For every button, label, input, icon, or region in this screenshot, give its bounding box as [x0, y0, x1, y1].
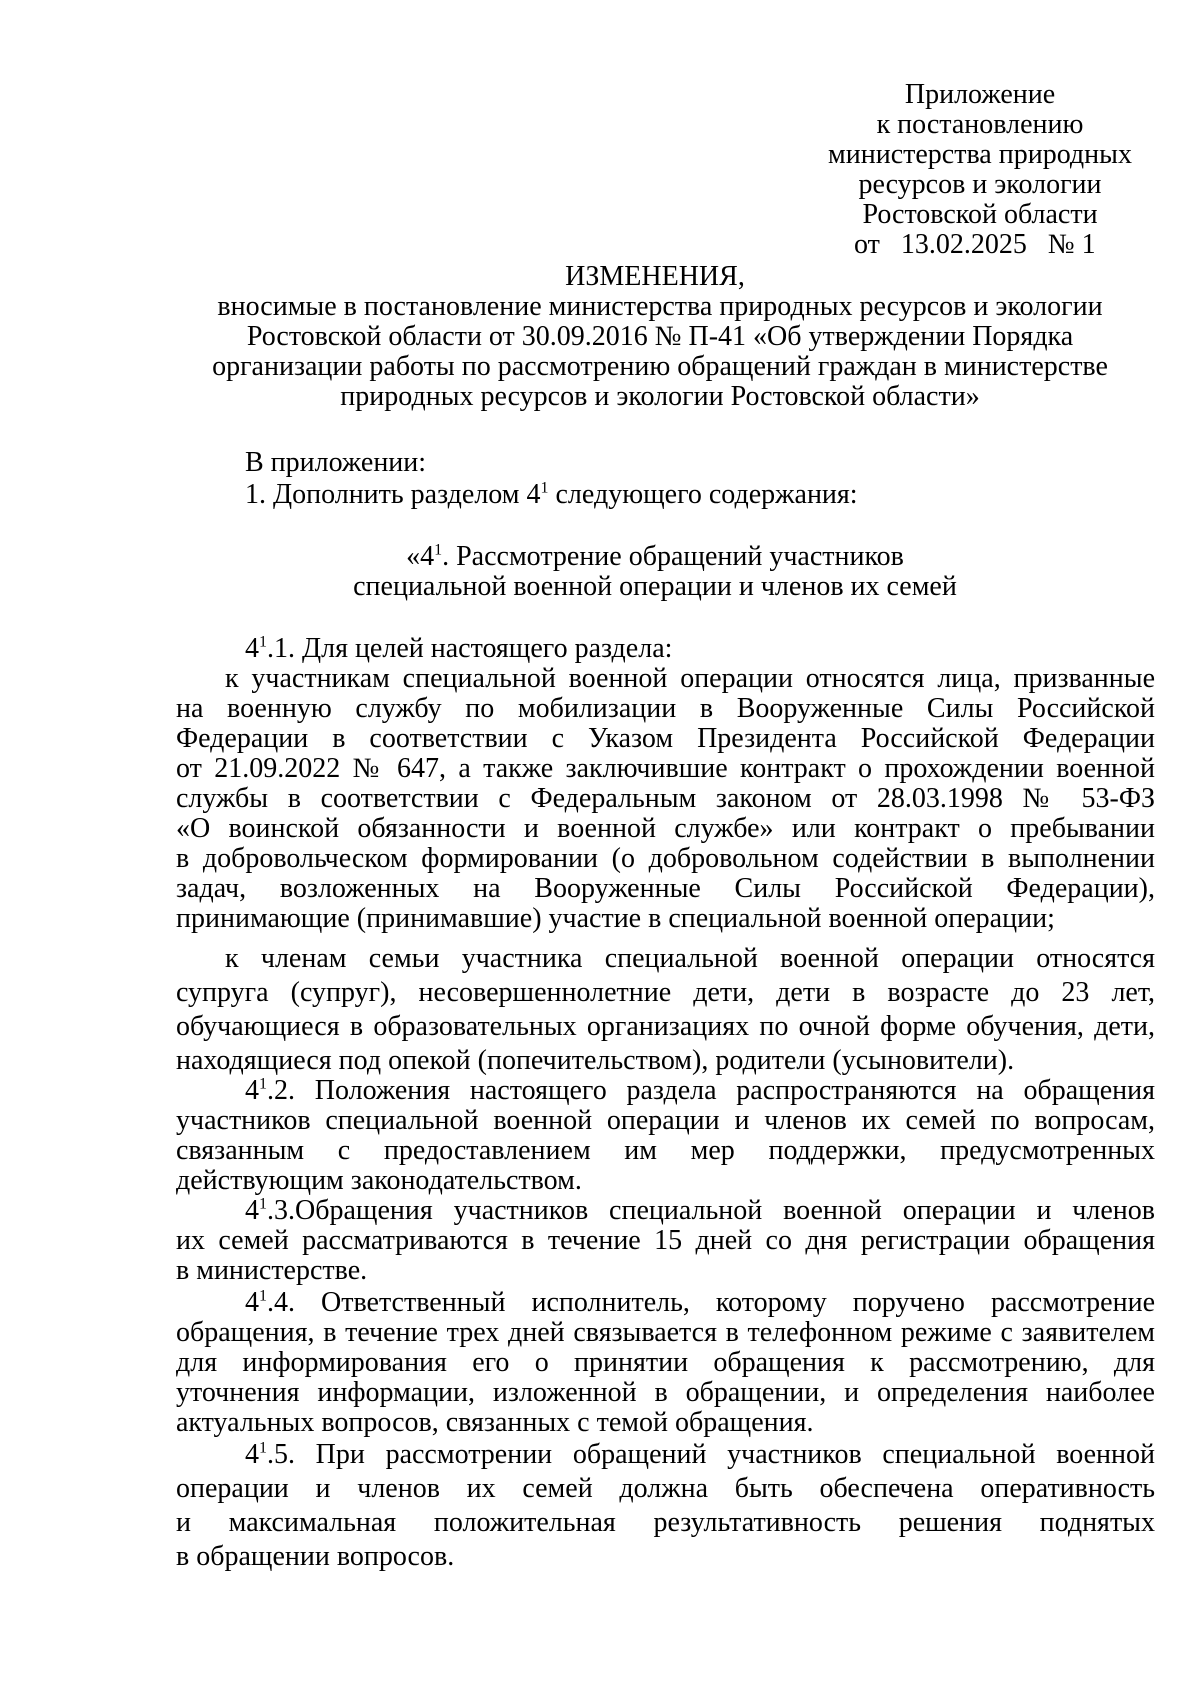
clause-first-line: $4^1.2$. Положения настоящего раздела распространяются на обращения: [245, 1075, 1155, 1106]
clause-first-line: $4^1.3.Обращения$ участников специальной военной операции и членов: [245, 1195, 1155, 1226]
header-line: Ростовской области: [862, 199, 1098, 230]
paragraph-line: к участникам специальной военной операции относятся лица, призванные: [225, 663, 1155, 694]
paragraph-line: действующим законодательством.: [176, 1165, 582, 1196]
paragraph-line: находящиеся под опекой (попечительством), родители (усыновители).: [176, 1045, 1015, 1076]
paragraph-line: «О воинской обязанности и военной службе» или контракт о пребывании: [176, 813, 1155, 844]
paragraph-line: актуальных вопросов, связанных с темой обращения.: [176, 1407, 814, 1438]
intro-line: В приложении:: [245, 447, 427, 478]
paragraph-line: участников специальной военной операции и членов их семей по вопросам,: [176, 1105, 1155, 1136]
paragraph-line: службы в соответствии с Федеральным законом от 28.03.1998 № 53-ФЗ: [176, 783, 1155, 814]
clause-4-1-1: $4^1.1$. Для целей настоящего раздела:: [245, 633, 673, 664]
paragraph-line: задач, возложенных на Вооруженные Силы Российской Федерации),: [176, 873, 1155, 904]
paragraph-line: обращения, в течение трех дней связывается в телефонном режиме с заявителем: [176, 1317, 1155, 1348]
paragraph-line: в обращении вопросов.: [176, 1541, 455, 1572]
paragraph-line: их семей рассматриваются в течение 15 дней со дня регистрации обращения: [176, 1225, 1155, 1256]
subtitle-line: природных ресурсов и экологии Ростовской области»: [340, 381, 980, 412]
paragraph-line: Федерации в соответствии с Указом Президента Российской Федерации: [176, 723, 1155, 754]
paragraph-line: связанным с предоставлением им мер поддержки, предусмотренных: [176, 1135, 1155, 1166]
subtitle-line: Ростовской области от 30.09.2016 № П-41 «Об утверждении Порядка: [246, 321, 1074, 352]
paragraph-line: принимающие (принимавшие) участие в специальной военной операции;: [176, 903, 1055, 934]
paragraph-line: в добровольческом формировании (о добровольном содействии в выполнении: [176, 843, 1155, 874]
paragraph-line: для информирования его о принятии обращения к рассмотрению, для: [176, 1347, 1155, 1378]
paragraph-line: от 21.09.2022 № 647, а также заключившие контракт о прохождении военной: [176, 753, 1155, 784]
paragraph-line: на военную службу по мобилизации в Вооруженные Силы Российской: [176, 693, 1155, 724]
header-line: ресурсов и экологии: [858, 169, 1102, 200]
paragraph-line: уточнения информации, изложенной в обращении, и определения наиболее: [176, 1377, 1155, 1408]
header-line: к постановлению: [876, 109, 1084, 140]
intro-item-1: 1. Дополнить разделом $4^1$ следующего содержания:: [245, 479, 858, 510]
section-heading-2: специальной военной операции и членов их семей: [353, 571, 957, 602]
clause-first-line: $4^1.4$. Ответственный исполнитель, которому поручено рассмотрение: [245, 1287, 1155, 1318]
paragraph-line: супруга (супруг), несовершеннолетние дети, дети в возрасте до 23 лет,: [176, 977, 1155, 1008]
section-heading: «$4^1$. Рассмотрение обращений участников: [406, 541, 904, 572]
header-date-number: от 13.02.2025 № 1: [854, 229, 1096, 260]
document-title: ИЗМЕНЕНИЯ,: [565, 261, 745, 292]
paragraph-line: обучающиеся в образовательных организациях по очной форме обучения, дети,: [176, 1011, 1155, 1042]
header-line: министерства природных: [828, 139, 1132, 170]
header-line: Приложение: [904, 79, 1056, 110]
paragraph-line: операции и членов их семей должна быть обеспечена оперативность: [176, 1473, 1155, 1504]
paragraph-line: в министерстве.: [176, 1255, 368, 1286]
clause-first-line: $4^1.5$. При рассмотрении обращений участников специальной военной: [245, 1439, 1155, 1470]
paragraph-line: к членам семьи участника специальной военной операции относятся: [225, 943, 1155, 974]
subtitle-line: вносимые в постановление министерства природных ресурсов и экологии: [217, 291, 1103, 322]
paragraph-line: и максимальная положительная результативность решения поднятых: [176, 1507, 1155, 1538]
subtitle-line: организации работы по рассмотрению обращений граждан в министерстве: [212, 351, 1108, 382]
